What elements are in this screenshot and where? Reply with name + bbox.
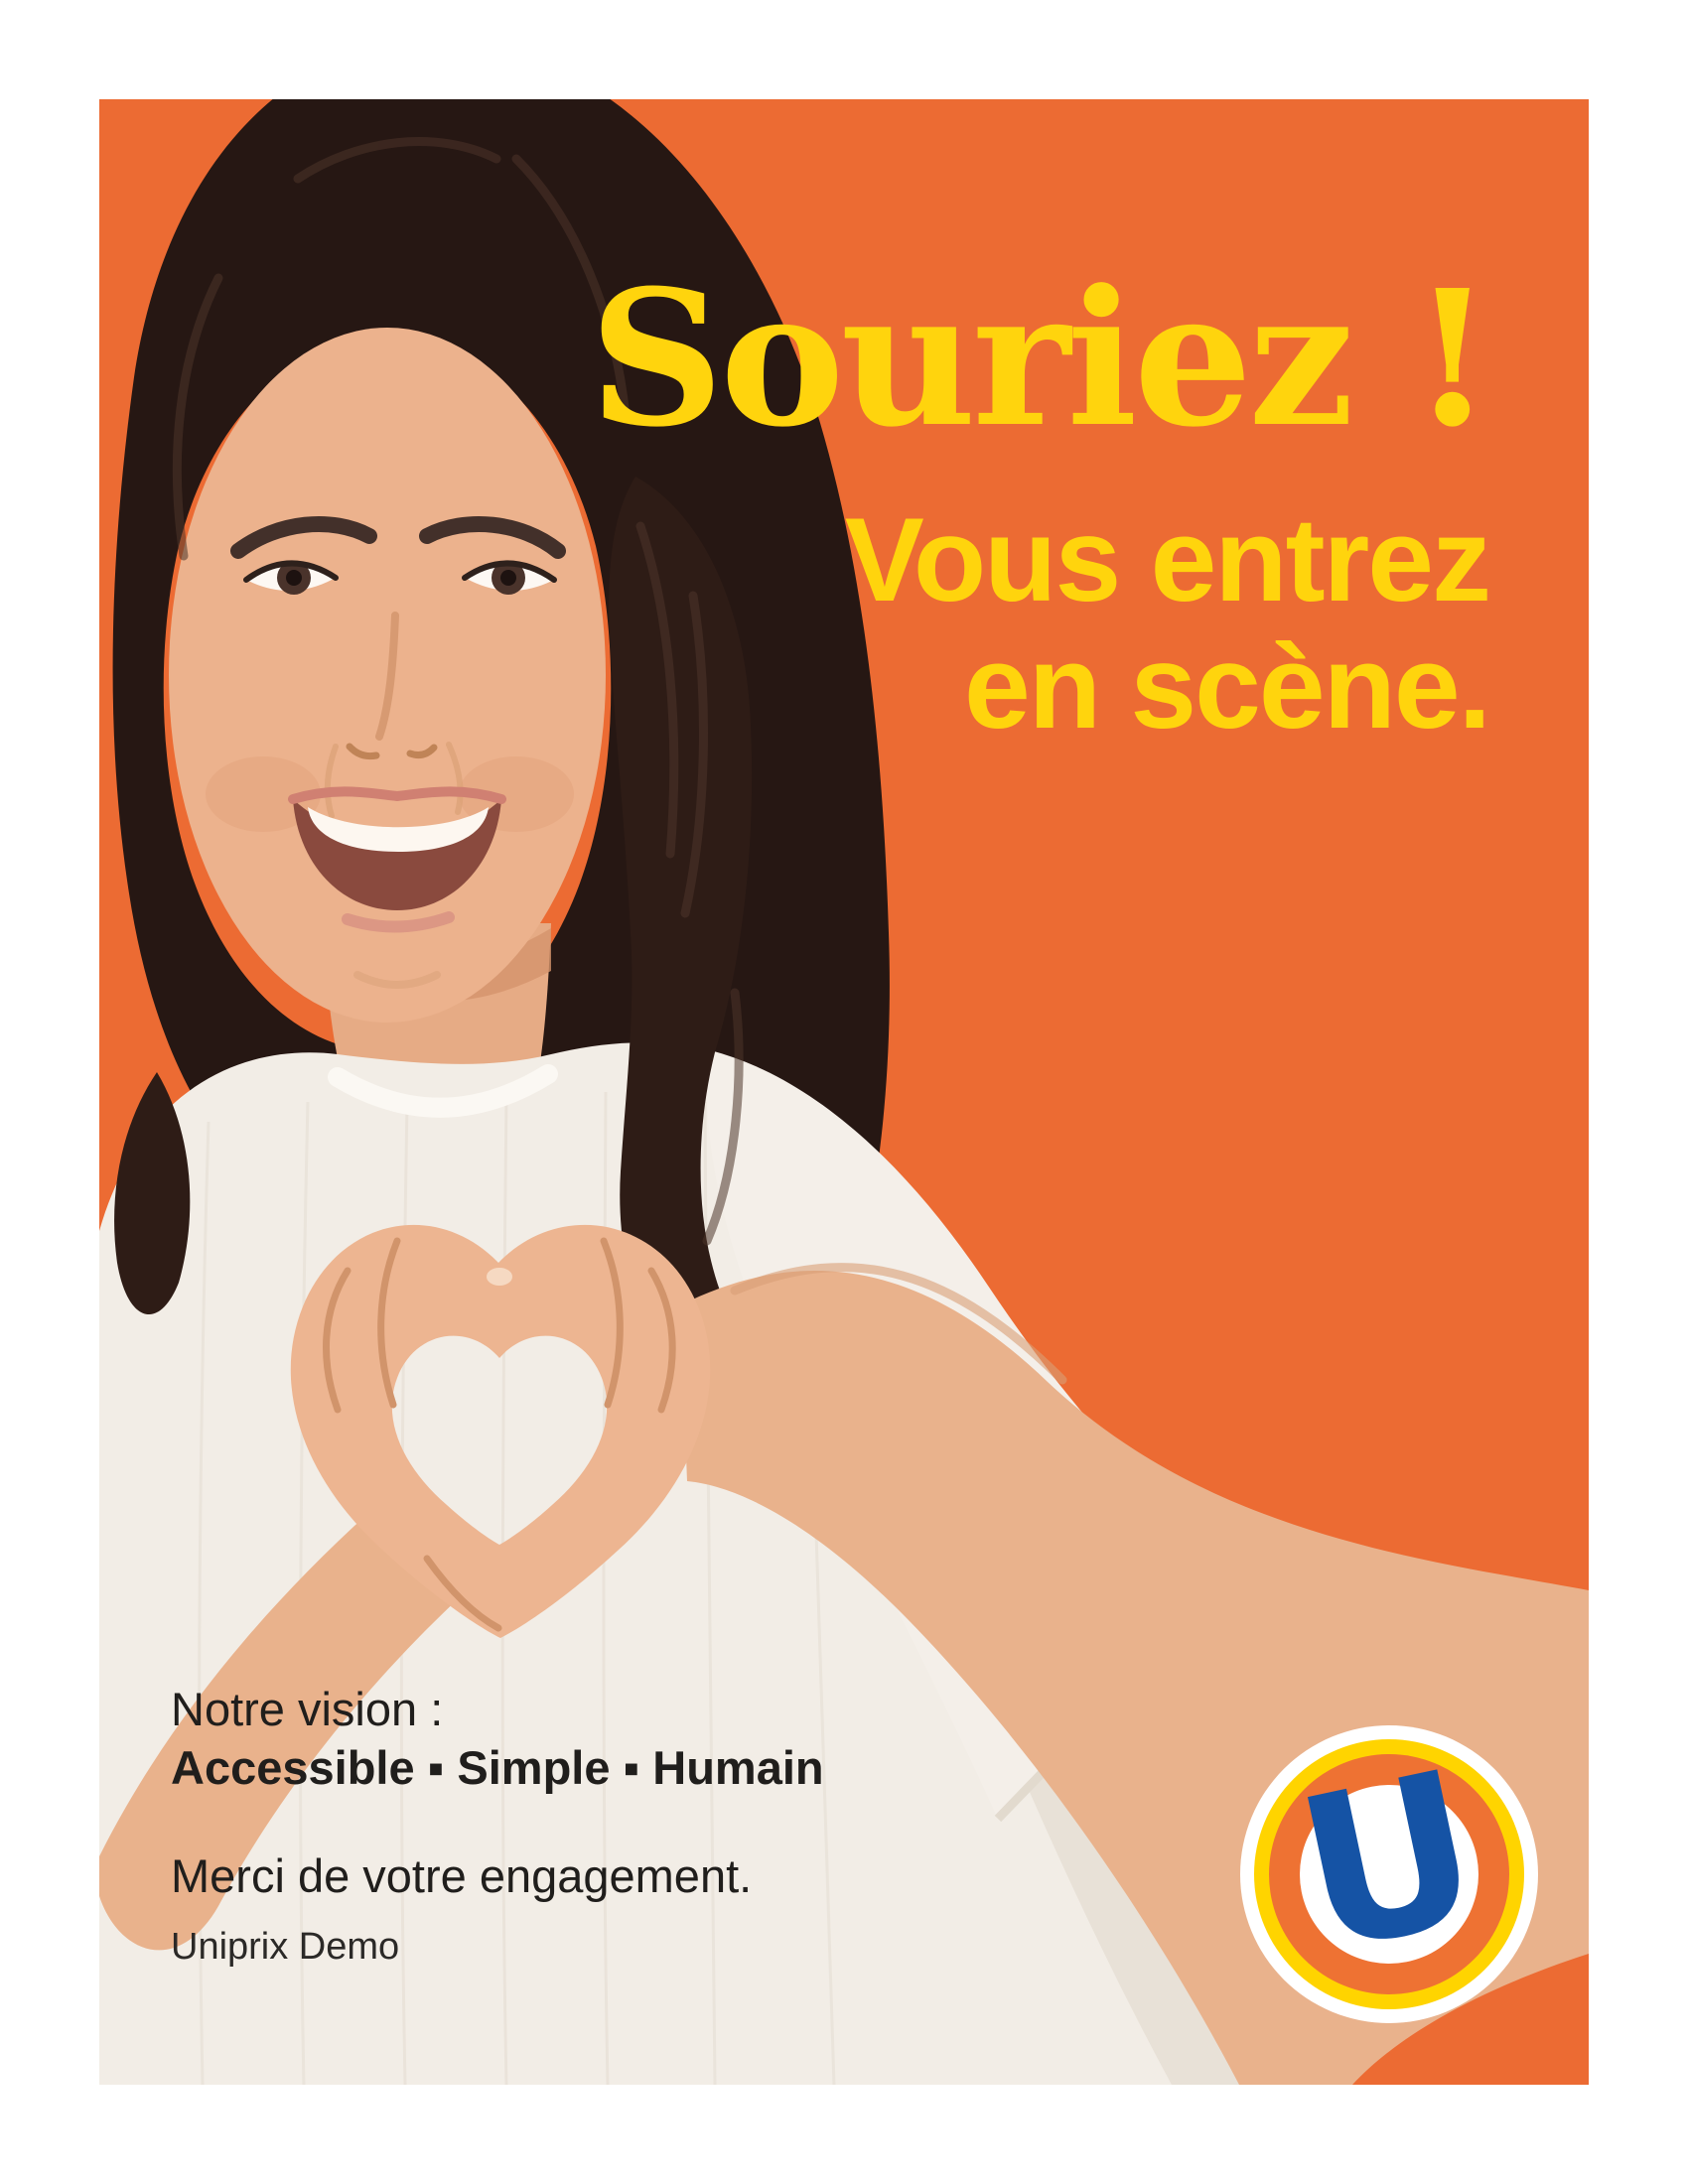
logo-white-disc [1280,1723,1498,2000]
subheadline-line2: en scène. [964,620,1489,754]
poster [99,99,1589,2085]
subheadline-line1: Vous entrez [844,493,1489,626]
vision-label: Notre vision : [171,1683,444,1735]
vision-values: Accessible ▪ Simple ▪ Humain [171,1741,824,1794]
subheadline [844,493,1489,754]
logo-orange-ring [1269,1723,1509,2000]
logo-yellow-ring [1254,1723,1524,2009]
uniprix-logo [1240,1725,1538,2023]
store-name: Uniprix Demo [171,1926,400,1968]
fingernail [487,1268,512,1286]
logo-u-letter: U [1280,1723,1498,2000]
pupil-right [500,570,516,586]
headline: Souriez ! [589,249,1489,469]
thanks-message: Merci de votre engagement. [171,1849,753,1902]
pupil-left [286,570,302,586]
